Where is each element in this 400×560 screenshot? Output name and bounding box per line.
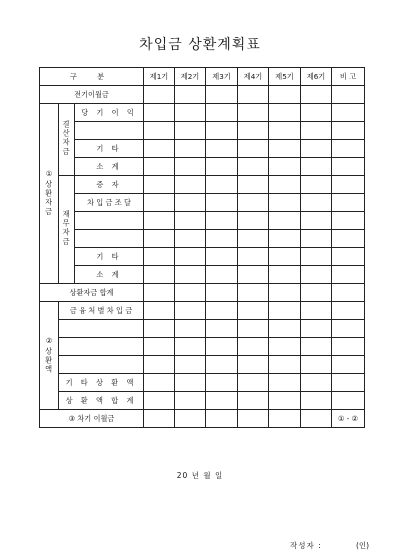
settlement-group xyxy=(59,104,75,176)
cell[interactable] xyxy=(269,410,301,428)
repay-funds-group xyxy=(40,104,59,284)
cell[interactable] xyxy=(332,320,365,338)
cell[interactable] xyxy=(75,230,144,248)
cell[interactable] xyxy=(175,320,206,338)
cell[interactable] xyxy=(301,266,332,284)
cell[interactable] xyxy=(144,410,175,428)
cell[interactable] xyxy=(301,248,332,266)
header-period-1: 제1기 xyxy=(144,68,175,86)
cell[interactable] xyxy=(206,86,238,104)
row-borrowing-raise xyxy=(40,194,365,212)
cell[interactable] xyxy=(144,374,175,392)
label-settlement-subtotal: 소 계 xyxy=(75,158,144,176)
cell[interactable] xyxy=(175,176,206,194)
cell[interactable] xyxy=(175,302,206,320)
cell[interactable] xyxy=(144,248,175,266)
label-repayment-total: 상 환 액 합 계 xyxy=(59,392,144,410)
cell[interactable] xyxy=(269,122,301,140)
cell[interactable] xyxy=(269,140,301,158)
cell[interactable] xyxy=(238,284,269,302)
cell[interactable] xyxy=(238,248,269,266)
cell[interactable] xyxy=(301,104,332,122)
cell[interactable] xyxy=(332,230,365,248)
cell[interactable] xyxy=(238,302,269,320)
date-line: 20 년 월 일 xyxy=(176,471,224,480)
row-capital-increase xyxy=(40,176,365,194)
cell[interactable] xyxy=(301,302,332,320)
cell[interactable] xyxy=(206,392,238,410)
cell[interactable] xyxy=(332,356,365,374)
cell[interactable] xyxy=(332,140,365,158)
cell[interactable] xyxy=(175,374,206,392)
row-repayment-blank-2 xyxy=(40,338,365,356)
cell[interactable] xyxy=(206,266,238,284)
label-repay-funds-group: ①상환자금 xyxy=(44,168,54,217)
cell[interactable] xyxy=(238,338,269,356)
cell[interactable] xyxy=(269,338,301,356)
cell[interactable] xyxy=(175,140,206,158)
cell[interactable] xyxy=(206,122,238,140)
cell[interactable] xyxy=(144,176,175,194)
label-capital-increase: 증 자 xyxy=(75,176,144,194)
cell[interactable] xyxy=(301,356,332,374)
cell[interactable] xyxy=(238,410,269,428)
label-borrowing-raise: 차 입 금 조 달 xyxy=(75,194,144,212)
cell[interactable] xyxy=(238,176,269,194)
cell[interactable] xyxy=(206,248,238,266)
cell[interactable] xyxy=(301,86,332,104)
cell[interactable] xyxy=(206,212,238,230)
cell[interactable] xyxy=(301,230,332,248)
header-period-2: 제2기 xyxy=(175,68,206,86)
cell[interactable] xyxy=(175,104,206,122)
cell[interactable] xyxy=(238,266,269,284)
cell[interactable] xyxy=(206,338,238,356)
cell[interactable] xyxy=(301,338,332,356)
row-financial-other xyxy=(40,248,365,266)
cell[interactable] xyxy=(332,338,365,356)
label-financial-group: 재무자금 xyxy=(62,210,72,248)
cell[interactable] xyxy=(301,284,332,302)
cell[interactable] xyxy=(175,266,206,284)
row-repay-funds-total xyxy=(40,284,365,302)
cell[interactable] xyxy=(206,140,238,158)
header-category: 구 분 xyxy=(40,68,144,86)
label-prior-balance: 전기이월금 xyxy=(40,86,144,104)
cell[interactable] xyxy=(206,320,238,338)
cell[interactable] xyxy=(301,410,332,428)
cell[interactable] xyxy=(301,320,332,338)
cell[interactable] xyxy=(301,176,332,194)
cell[interactable] xyxy=(238,374,269,392)
cell[interactable] xyxy=(144,392,175,410)
cell[interactable] xyxy=(269,86,301,104)
cell[interactable] xyxy=(175,86,206,104)
cell[interactable] xyxy=(238,320,269,338)
cell[interactable] xyxy=(332,392,365,410)
cell[interactable] xyxy=(301,374,332,392)
label-current-profit: 당 기 이 익 xyxy=(75,104,144,122)
author-label: 작성자 : xyxy=(290,541,322,550)
row-prior-balance xyxy=(40,86,365,104)
cell[interactable] xyxy=(332,104,365,122)
cell[interactable] xyxy=(175,212,206,230)
cell[interactable] xyxy=(269,230,301,248)
cell[interactable] xyxy=(238,356,269,374)
cell[interactable] xyxy=(269,158,301,176)
cell[interactable] xyxy=(144,140,175,158)
cell[interactable] xyxy=(238,122,269,140)
cell[interactable] xyxy=(332,194,365,212)
cell[interactable] xyxy=(144,356,175,374)
cell[interactable] xyxy=(144,266,175,284)
row-settlement-other xyxy=(40,140,365,158)
cell[interactable] xyxy=(59,356,144,374)
cell[interactable] xyxy=(332,266,365,284)
cell[interactable] xyxy=(332,374,365,392)
row-repayment-blank-3 xyxy=(40,356,365,374)
cell[interactable] xyxy=(206,410,238,428)
row-repayment-blank-1 xyxy=(40,320,365,338)
cell[interactable] xyxy=(269,392,301,410)
row-current-profit xyxy=(40,104,365,122)
repayment-group xyxy=(40,302,59,410)
cell[interactable] xyxy=(175,122,206,140)
cell[interactable] xyxy=(59,338,144,356)
row-financial-blank-1 xyxy=(40,212,365,230)
seal-mark: (인) xyxy=(356,541,370,550)
remark-next-carryover: ① - ② xyxy=(332,410,365,428)
financial-group xyxy=(59,176,75,284)
cell[interactable] xyxy=(332,212,365,230)
cell[interactable] xyxy=(269,212,301,230)
cell[interactable] xyxy=(144,320,175,338)
cell[interactable] xyxy=(206,284,238,302)
header-period-5: 제5기 xyxy=(269,68,301,86)
cell[interactable] xyxy=(269,284,301,302)
cell[interactable] xyxy=(175,356,206,374)
cell[interactable] xyxy=(175,338,206,356)
cell[interactable] xyxy=(75,212,144,230)
header-period-6: 제6기 xyxy=(301,68,332,86)
cell[interactable] xyxy=(269,266,301,284)
cell[interactable] xyxy=(206,158,238,176)
cell[interactable] xyxy=(206,356,238,374)
cell[interactable] xyxy=(301,140,332,158)
cell[interactable] xyxy=(269,176,301,194)
row-settlement-blank xyxy=(40,122,365,140)
cell[interactable] xyxy=(301,122,332,140)
cell[interactable] xyxy=(206,374,238,392)
header-period-3: 제3기 xyxy=(206,68,238,86)
cell[interactable] xyxy=(269,302,301,320)
cell[interactable] xyxy=(238,104,269,122)
cell[interactable] xyxy=(269,320,301,338)
label-next-carryover: ③ 차기 이월금 xyxy=(40,410,144,428)
cell[interactable] xyxy=(206,176,238,194)
cell[interactable] xyxy=(332,248,365,266)
cell[interactable] xyxy=(144,302,175,320)
cell[interactable] xyxy=(238,140,269,158)
row-other-repayment xyxy=(40,374,365,392)
cell[interactable] xyxy=(301,194,332,212)
cell[interactable] xyxy=(144,230,175,248)
cell[interactable] xyxy=(144,284,175,302)
header-remarks: 비 고 xyxy=(332,68,365,86)
cell[interactable] xyxy=(144,122,175,140)
cell[interactable] xyxy=(332,176,365,194)
cell[interactable] xyxy=(238,158,269,176)
cell[interactable] xyxy=(238,392,269,410)
cell[interactable] xyxy=(332,86,365,104)
label-other-repayment: 기 타 상 환 액 xyxy=(59,374,144,392)
cell[interactable] xyxy=(144,158,175,176)
cell[interactable] xyxy=(144,104,175,122)
cell[interactable] xyxy=(144,194,175,212)
cell[interactable] xyxy=(269,356,301,374)
cell[interactable] xyxy=(175,248,206,266)
document-title: 차입금 상환계획표 xyxy=(139,37,261,53)
cell[interactable] xyxy=(59,320,144,338)
cell[interactable] xyxy=(206,104,238,122)
cell[interactable] xyxy=(175,194,206,212)
cell[interactable] xyxy=(175,410,206,428)
cell[interactable] xyxy=(238,230,269,248)
label-financial-subtotal: 소 계 xyxy=(75,266,144,284)
row-financial-blank-2 xyxy=(40,230,365,248)
cell[interactable] xyxy=(238,194,269,212)
cell[interactable] xyxy=(332,158,365,176)
label-repay-funds-total: 상환자금 합계 xyxy=(40,284,144,302)
cell[interactable] xyxy=(175,230,206,248)
cell[interactable] xyxy=(301,212,332,230)
cell[interactable] xyxy=(206,302,238,320)
cell[interactable] xyxy=(175,392,206,410)
cell[interactable] xyxy=(301,392,332,410)
label-settlement-group: 결산자금 xyxy=(62,120,72,158)
cell[interactable] xyxy=(144,212,175,230)
cell[interactable] xyxy=(301,158,332,176)
row-next-carryover xyxy=(40,410,365,428)
row-repayment-total xyxy=(40,392,365,410)
cell[interactable] xyxy=(332,122,365,140)
cell[interactable] xyxy=(269,374,301,392)
cell[interactable] xyxy=(175,158,206,176)
row-loans-by-lender xyxy=(40,302,365,320)
cell[interactable] xyxy=(144,338,175,356)
label-loans-by-lender: 금 융 처 별 차 입 금 xyxy=(59,302,144,320)
cell[interactable] xyxy=(269,248,301,266)
header-period-4: 제4기 xyxy=(238,68,269,86)
cell[interactable] xyxy=(269,104,301,122)
cell[interactable] xyxy=(332,302,365,320)
cell[interactable] xyxy=(206,230,238,248)
cell[interactable] xyxy=(238,212,269,230)
label-financial-other: 기 타 xyxy=(75,248,144,266)
header-row xyxy=(40,68,365,86)
cell[interactable] xyxy=(75,122,144,140)
label-repayment-group: ②상환액 xyxy=(44,335,54,375)
repayment-plan-table xyxy=(39,67,365,428)
cell[interactable] xyxy=(175,284,206,302)
row-financial-subtotal xyxy=(40,266,365,284)
cell[interactable] xyxy=(269,194,301,212)
row-settlement-subtotal xyxy=(40,158,365,176)
cell[interactable] xyxy=(238,86,269,104)
cell[interactable] xyxy=(144,86,175,104)
cell[interactable] xyxy=(332,284,365,302)
cell[interactable] xyxy=(206,194,238,212)
label-settlement-other: 기 타 xyxy=(75,140,144,158)
